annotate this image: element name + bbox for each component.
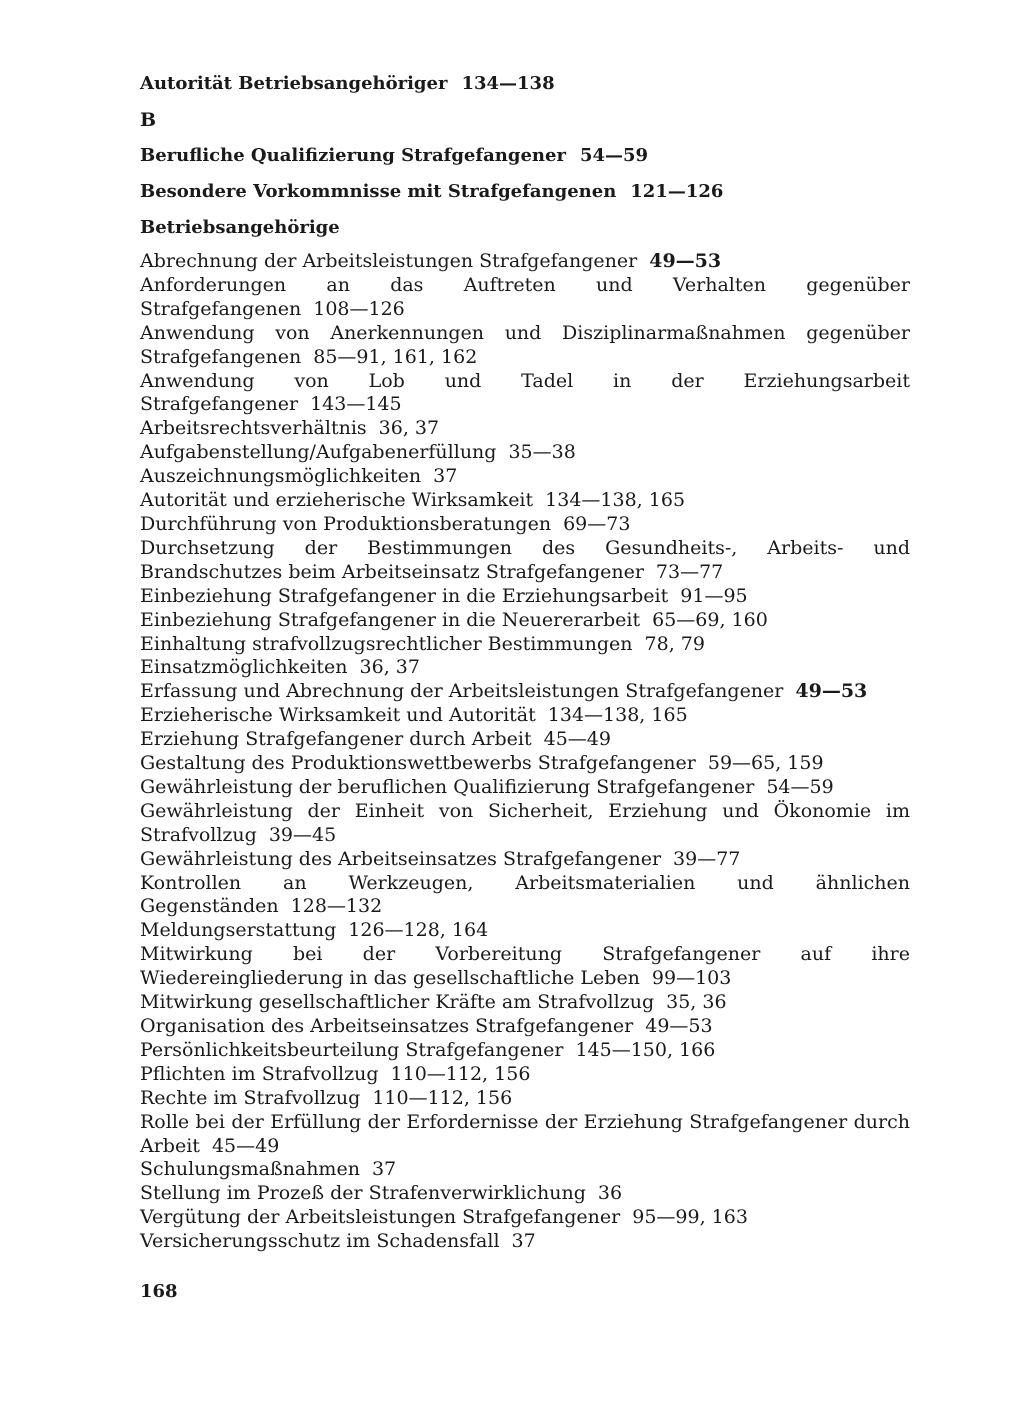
index-entry <box>140 1063 910 1087</box>
index-entry <box>140 1206 910 1230</box>
entry-pages: 69—73 <box>563 512 631 535</box>
index-entry <box>140 704 910 728</box>
entry-text: Kontrollen an Werkzeugen, Arbeitsmaterialien und ähnlichen Gegenständen <box>140 871 910 918</box>
entry-text: Einsatzmöglichkeiten <box>140 656 348 679</box>
index-entry <box>140 441 910 465</box>
index-entry <box>140 943 910 991</box>
index-entry <box>140 513 910 537</box>
entry-text: Anwendung von Anerkennungen und Disziplinarmaßnahmen gegenüber Strafgefangenen <box>140 321 910 368</box>
entry-text: Gewährleistung des Arbeitseinsatzes Strafgefangener <box>140 847 662 870</box>
index-page <box>140 72 910 1254</box>
index-entry <box>140 609 910 633</box>
entry-text: Auszeichnungsmöglichkeiten <box>140 465 422 488</box>
entry-pages: 45—49 <box>543 728 611 751</box>
entry-text: Mitwirkung bei der Vorbereitung Strafgefangener auf ihre Wiedereingliederung in das gesellschaftliche Leben <box>140 943 910 990</box>
entry-pages: 110—112, 156 <box>390 1062 531 1085</box>
index-entry <box>140 872 910 920</box>
entry-pages: 45—49 <box>211 1134 280 1157</box>
entry-text: Rechte im Strafvollzug <box>140 1086 361 1109</box>
entry-pages: 36, 37 <box>359 656 420 679</box>
index-entry <box>140 417 910 441</box>
index-entry <box>140 1182 910 1206</box>
index-heading-berufliche-qualifizierung <box>140 144 910 168</box>
entry-pages: 54—59 <box>766 775 834 798</box>
entry-text: Organisation des Arbeitseinsatzes Strafgefangener <box>140 1015 634 1037</box>
heading-pages: 134—138 <box>461 73 555 94</box>
entry-text: Schulungsmaßnahmen <box>140 1158 360 1181</box>
index-entry <box>140 370 910 418</box>
entry-pages: 126—128, 164 <box>348 919 489 942</box>
entry-pages: 49—53 <box>795 680 868 703</box>
entry-pages: 145—150, 166 <box>575 1038 716 1061</box>
heading-pages: 121—126 <box>630 181 724 202</box>
entry-text: Einbeziehung Strafgefangener in die Neuererarbeit <box>140 608 641 631</box>
index-entry <box>140 680 910 704</box>
index-entry <box>140 489 910 513</box>
entry-text: Anwendung von Lob und Tadel in der Erziehungsarbeit Strafgefangener <box>140 369 910 416</box>
entry-text: Rolle bei der Erfüllung der Erfordernisse der Erziehung Strafgefangener durch Arbeit <box>140 1110 910 1157</box>
entry-text: Abrechnung der Arbeitsleistungen Strafgefangener <box>140 250 638 272</box>
entry-pages: 39—45 <box>268 823 337 846</box>
index-entry <box>140 1158 910 1182</box>
entry-text: Anforderungen an das Auftreten und Verhalten gegenüber Strafgefangenen <box>140 273 910 320</box>
heading-label: Betriebsangehörige <box>140 217 340 238</box>
entry-pages: 134—138, 165 <box>545 489 686 512</box>
entry-text: Vergütung der Arbeitsleistungen Strafgefangener <box>140 1206 621 1229</box>
entry-pages: 49—53 <box>649 250 722 272</box>
index-entry <box>140 776 910 800</box>
index-entry <box>140 991 910 1015</box>
entry-pages: 95—99, 163 <box>632 1206 748 1229</box>
entry-pages: 134—138, 165 <box>547 704 688 727</box>
entry-pages: 49—53 <box>645 1015 713 1037</box>
entry-text: Durchsetzung der Bestimmungen des Gesundheits-, Arbeits- und Brandschutzes beim Arbeitseinsatz Strafgefangener <box>140 536 910 583</box>
index-entry <box>140 322 910 370</box>
index-entry <box>140 465 910 489</box>
index-entry <box>140 1111 910 1159</box>
entry-text: Gewährleistung der Einheit von Sicherheit, Erziehung und Ökonomie im Strafvollzug <box>140 799 910 846</box>
entry-pages: 78, 79 <box>644 632 705 655</box>
entry-text: Stellung im Prozeß der Strafenverwirklichung <box>140 1182 586 1205</box>
index-entry <box>140 537 910 585</box>
index-entry <box>140 848 910 872</box>
entry-text: Gewährleistung der beruflichen Qualifizierung Strafgefangener <box>140 775 755 798</box>
index-entry <box>140 1087 910 1111</box>
index-entry <box>140 250 910 274</box>
index-heading-autoritaet <box>140 72 910 96</box>
entry-text: Arbeitsrechtsverhältnis <box>140 417 367 440</box>
index-heading-betriebsangehoerige <box>140 216 910 240</box>
entry-text: Erzieherische Wirksamkeit und Autorität <box>140 704 536 727</box>
index-entry <box>140 656 910 680</box>
index-entry <box>140 800 910 848</box>
entry-pages: 143—145 <box>310 393 402 416</box>
index-entry <box>140 1039 910 1063</box>
entry-text: Pflichten im Strafvollzug <box>140 1062 379 1085</box>
entry-pages: 73—77 <box>655 560 724 583</box>
index-entry <box>140 1015 910 1039</box>
entry-text: Versicherungsschutz im Schadensfall <box>140 1230 500 1253</box>
index-entry <box>140 1230 910 1254</box>
entry-text: Autorität und erzieherische Wirksamkeit <box>140 489 534 512</box>
heading-label: Autorität Betriebsangehöriger <box>140 73 448 94</box>
entry-pages: 99—103 <box>651 967 732 990</box>
entry-pages: 35, 36 <box>666 991 727 1014</box>
index-entry <box>140 633 910 657</box>
index-entry <box>140 728 910 752</box>
entry-pages: 35—38 <box>508 441 576 464</box>
index-heading-besondere-vorkommnisse <box>140 180 910 204</box>
entry-pages: 128—132 <box>290 895 383 918</box>
heading-label: Besondere Vorkommnisse mit Strafgefangenen <box>140 181 617 202</box>
index-entry <box>140 919 910 943</box>
heading-label: Berufliche Qualifizierung Strafgefangener <box>140 145 566 166</box>
heading-pages: 54—59 <box>579 145 649 166</box>
entry-pages: 37 <box>371 1158 397 1181</box>
entry-text: Meldungserstattung <box>140 919 337 942</box>
entry-text: Aufgabenstellung/Aufgabenerfüllung <box>140 441 497 464</box>
subentry-list <box>140 250 910 1254</box>
entry-text: Gestaltung des Produktionswettbewerbs Strafgefangener <box>140 752 696 775</box>
entry-text: Einbeziehung Strafgefangener in die Erziehungsarbeit <box>140 584 669 607</box>
entry-text: Einhaltung strafvollzugsrechtlicher Bestimmungen <box>140 632 633 655</box>
entry-pages: 108—126 <box>313 297 405 320</box>
entry-pages: 36, 37 <box>378 417 440 440</box>
entry-pages: 37 <box>511 1230 536 1253</box>
entry-text: Erziehung Strafgefangener durch Arbeit <box>140 728 532 751</box>
entry-pages: 110—112, 156 <box>372 1086 513 1109</box>
page-number: 168 <box>140 1281 178 1302</box>
index-entry <box>140 752 910 776</box>
entry-text: Erfassung und Abrechnung der Arbeitsleistungen Strafgefangener <box>140 680 784 703</box>
entry-pages: 65—69, 160 <box>652 608 768 631</box>
entry-pages: 39—77 <box>673 847 741 870</box>
entry-text: Mitwirkung gesellschaftlicher Kräfte am Strafvollzug <box>140 991 655 1014</box>
entry-text: Persönlichkeitsbeurteilung Strafgefangener <box>140 1038 564 1061</box>
section-letter: B <box>140 109 157 131</box>
entry-pages: 36 <box>597 1182 623 1205</box>
index-entry <box>140 585 910 609</box>
entry-pages: 91—95 <box>680 584 748 607</box>
entry-pages: 37 <box>433 465 458 488</box>
entry-pages: 59—65, 159 <box>707 752 824 775</box>
index-entry <box>140 274 910 322</box>
entry-pages: 85—91, 161, 162 <box>313 345 478 368</box>
entry-text: Durchführung von Produktionsberatungen <box>140 512 552 535</box>
